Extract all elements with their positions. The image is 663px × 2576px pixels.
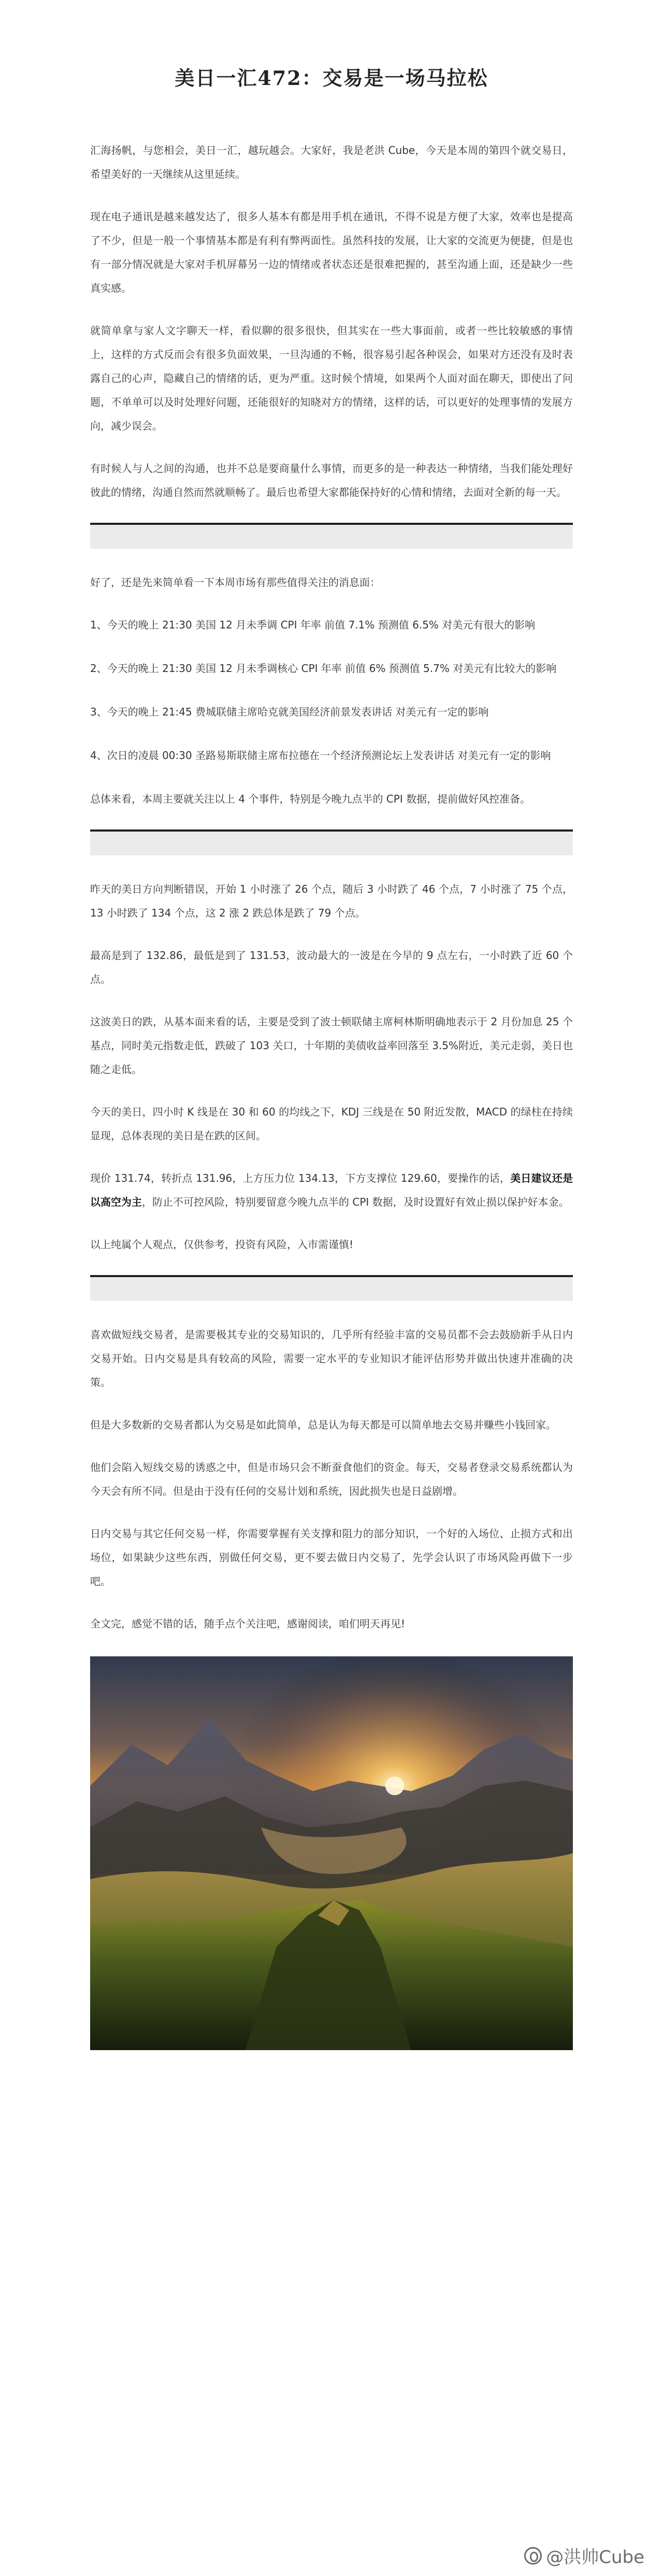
news-intro: 好了，还是先来简单看一下本周市场有那些值得关注的消息面： [90,576,380,589]
section-divider [90,1275,573,1301]
landscape-illustration [90,1656,573,2050]
closing-paragraph-1: 喜欢做短线交易者，是需要极其专业的交易知识的，几乎所有经验丰富的交易员都不会去鼓励新手从日内交易开始。日内交易是具有较高的风险，需要一定水平的专业知识才能评估形势并做出快速并准确的决策。 [90,1328,573,1389]
news-item-4: 4、次日的凌晨 00:30 圣路易斯联储主席布拉德在一个经济预测论坛上发表讲话 对美元有一定的影响 [90,749,551,762]
news-summary: 总体来看，本周主要就关注以上 4 个事件，特别是今晚九点半的 CPI 数据，提前做好风控准备。 [90,793,531,805]
intro-paragraph-4: 有时候人与人之间的沟通，也并不总是要商量什么事情，而更多的是一种表达一种情绪，当我们能处理好彼此的情绪，沟通自然而然就顺畅了。最后也希望大家都能保持好的心情和情绪，去面对全新的每一天。 [90,462,573,498]
analysis-paragraph-3: 这波美日的跌，从基本面来看的话，主要是受到了波士顿联储主席柯林斯明确地表示于 2 月份加息 25 个基点，同时美元指数走低，跌破了 103 关口，十年期的美债收益率回落至 3.5%附近，美元走弱，美日也随之走低。 [90,1015,573,1076]
analysis-paragraph-2: 最高是到了 132.86，最低是到了 131.53，波动最大的一波是在今早的 9 点左右，一小时跌了近 60 个点。 [90,949,573,985]
article [90,62,573,2050]
disclaimer: 以上纯属个人观点，仅供参考，投资有风险，入市需谨慎! [90,1238,354,1251]
author-watermark [524,2543,644,2568]
article-title: 美日一汇472：交易是一场马拉松 [175,66,488,90]
closing-paragraph-2: 但是大多数新的交易者都认为交易是如此简单，总是认为每天都是可以简单地去交易并赚些小钱回家。 [90,1419,556,1431]
intro-paragraph-2: 现在电子通讯是越来越发达了，很多人基本有都是用手机在通讯，不得不说是方便了大家，效率也是提高了不少，但是一般一个事情基本都是有利有弊两面性。虽然科技的发展，让大家的交流更为便捷，但是也有一部分情况就是大家对手机屏幕另一边的情绪或者状态还是很难把握的，甚至沟通上面，还是缺少一些真实感。 [90,210,573,294]
analysis-paragraph-4: 今天的美日，四小时 K 线是在 30 和 60 的均线之下，KDJ 三线是在 50 附近发散，MACD 的绿柱在持续显现，总体表现的美日是在跌的区间。 [90,1106,573,1142]
landscape-photo [90,1656,573,2050]
trade-plan-suffix: ，防止不可控风险，特别要留意今晚九点半的 CPI 数据，及时设置好有效止损以保护好本金。 [142,1196,569,1208]
intro-paragraph-1: 汇海扬帆，与您相会，美日一汇，越玩越会。大家好，我是老洪 Cube，今天是本周的第四个就交易日，希望美好的一天继续从这里延续。 [90,144,573,180]
trade-plan-bold: 美日建议还是以高空为主 [90,1172,573,1208]
section-divider [90,523,573,549]
closing-paragraph-3: 他们会陷入短线交易的诱惑之中，但是市场只会不断蚕食他们的资金。每天，交易者登录交易系统都认为今天会有所不同。但是由于没有任何的交易计划和系统，因此损失也是日益剧增。 [90,1461,573,1497]
trade-plan-prefix: 现价 131.74，转折点 131.96，上方压力位 134.13，下方支撑位 129.60，要操作的话， [90,1172,511,1184]
analysis-paragraph-1: 昨天的美日方向判断错误，开始 1 小时涨了 26 个点，随后 3 小时跌了 46 个点，7 小时涨了 75 个点，13 小时跌了 134 个点，这 2 涨 2 跌总体是跌了 79 个点。 [90,883,573,919]
section-divider [90,829,573,855]
weibo-icon [524,2547,542,2565]
news-item-1: 1、今天的晚上 21:30 美国 12 月未季调 CPI 年率 前值 7.1% 预测值 6.5% 对美元有很大的影响 [90,619,536,631]
watermark-text: @洪帅Cube [546,2547,644,2568]
news-item-3: 3、今天的晚上 21:45 费城联储主席哈克就美国经济前景发表讲话 对美元有一定的影响 [90,706,489,718]
news-item-2: 2、今天的晚上 21:30 美国 12 月未季调核心 CPI 年率 前值 6% 预测值 5.7% 对美元有比较大的影响 [90,662,557,675]
closing-paragraph-4: 日内交易与其它任何交易一样，你需要掌握有关支撑和阻力的部分知识，一个好的入场位、止损方式和出场位，如果缺少这些东西，别做任何交易，更不要去做日内交易了，先学会认识了市场风险再做下一步吧。 [90,1527,573,1587]
intro-paragraph-3: 就简单拿与家人文字聊天一样，看似聊的很多很快，但其实在一些大事面前，或者一些比较敏感的事情上，这样的方式反而会有很多负面效果，一旦沟通的不畅，很容易引起各种误会，如果对方还没有及时表露自己的心声，隐藏自己的情绪的话，更为严重。这时候个情境，如果两个人面对面在聊天，即使出了问题，不单单可以及时处理好问题，还能很好的知晓对方的情绪，这样的话，可以更好的处理事情的发展方向，减少误会。 [90,324,573,432]
trade-plan-paragraph [90,1166,573,1214]
closing-paragraph-5: 全文完，感觉不错的话，随手点个关注吧，感谢阅读，咱们明天再见! [90,1618,406,1630]
